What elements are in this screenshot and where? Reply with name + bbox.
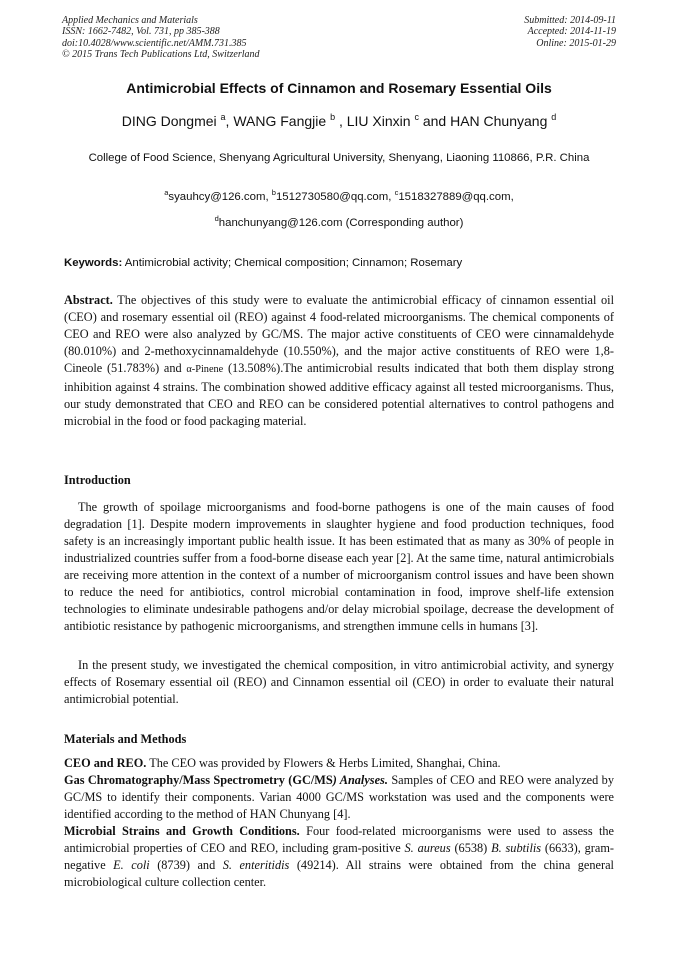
journal-copyright: © 2015 Trans Tech Publications Ltd, Switzerland — [62, 48, 260, 60]
methods-ceo-text: The CEO was provided by Flowers & Herbs Limited, Shanghai, China. — [146, 756, 501, 770]
keywords-text: Antimicrobial activity; Chemical composition; Cinnamon; Rosemary — [122, 257, 463, 269]
email-superscript: a — [164, 188, 169, 197]
methods-ceo-label: CEO and REO. — [64, 756, 147, 770]
methods-strains-text: (49214). All strains were obtained from the china general microbiological culture collection center. — [64, 857, 614, 889]
methods-strains-text: (6633), gram-negative — [64, 840, 614, 872]
abstract-label: Abstract. — [64, 293, 113, 307]
author-list — [0, 113, 678, 129]
species-name: E. coli — [113, 857, 150, 872]
abstract — [64, 292, 614, 430]
dates-header — [524, 15, 616, 49]
author-name: , WANG Fangjie — [225, 113, 327, 129]
methods-gcms-label — [64, 773, 388, 787]
keywords-label: Keywords: — [64, 257, 123, 269]
methods-section — [64, 755, 614, 891]
email-address: syauhcy@126.com, — [168, 191, 272, 203]
methods-strains-label: Microbial Strains and Growth Conditions. — [64, 823, 300, 838]
methods-ceo-paragraph — [64, 755, 614, 772]
author-superscript: b — [330, 112, 336, 122]
journal-header — [62, 15, 260, 60]
author-name: and HAN Chunyang — [418, 113, 548, 129]
methods-gcms-text: Samples of CEO and REO were analyzed by GC/MS to identify their components. Varian 4000 GC/MS workstation was used and the components were identified according to the method of HAN Chunyang [4]. — [64, 772, 614, 821]
online-date: Online: 2015-01-29 — [536, 37, 616, 49]
author-superscript: c — [414, 112, 419, 122]
email-superscript: c — [394, 188, 399, 197]
introduction-heading: Introduction — [64, 473, 131, 487]
species-name: B. subtilis — [491, 840, 542, 855]
email-address: hanchunyang@126.com (Corresponding author) — [218, 217, 464, 229]
paper-title: Antimicrobial Effects of Cinnamon and Rosemary Essential Oils — [126, 80, 552, 96]
keywords — [64, 257, 624, 269]
email-address: 1518327889@qq.com, — [398, 191, 514, 203]
methods-strains-text: (6538) — [450, 840, 492, 855]
abstract-pinene: α-Pinene — [186, 363, 224, 375]
abstract-text: (13.508%).The antimicrobial results indicated that both them display strong inhibition against 4 strains. The combination showed additive efficacy against all tested microorganisms. Thus, our study demonstrated that CEO and REO can be considered potential alternatives to control pathogens and microbial in the food or food packaging material. — [64, 360, 614, 428]
methods-strains-text: (8739) and — [149, 857, 223, 872]
affiliation: College of Food Science, Shenyang Agricultural University, Shenyang, Liaoning 110866, P.R. China — [88, 152, 590, 164]
methods-gcms-label-a: Gas Chromatography/Mass Spectrometry (GC/MS — [64, 772, 333, 787]
species-name: S. aureus — [404, 840, 451, 855]
methods-strains-paragraph — [64, 823, 614, 891]
methods-strains-text: Four food-related microorganisms were used to assess the antimicrobial properties of CEO and REO, including gram-positive — [64, 823, 615, 855]
journal-name: Applied Mechanics and Materials — [62, 15, 198, 26]
email-list — [0, 188, 678, 203]
methods-heading: Materials and Methods — [64, 732, 187, 746]
author-superscript: a — [220, 112, 226, 122]
accepted-date: Accepted: 2014-11-19 — [527, 26, 616, 38]
introduction-paragraph-1: The growth of spoilage microorganisms and food-borne pathogens is one of the main causes of food degradation [1]. Despite modern improvements in slaughter hygiene and food production techniques, food safety is an increasingly important public health issue. It has been estimated that as many as 30% of people in industrialized countries suffer from a food-borne disease each year [2]. At the same time, natural antimicrobials are receiving more attention in the context of a number of microorganism control issues and have been shown to reduce the need for antibiotics, control microbial contamination in food, improve shelf-life extension technologies to eliminate undesirable pathogens and/or delay microbial spoilage, decrease the development of antibiotic resistance by pathogenic microorganisms, and strengthen immune cells in humans [3]. — [64, 500, 614, 633]
abstract-text: The objectives of this study were to evaluate the antimicrobial efficacy of cinnamon essential oil (CEO) and rosemary essential oil (REO) against 4 food-related microorganisms. The chemical components of CEO and REO were also analyzed by GC/MS. The major active constituents of CEO were cinnamaldehyde (80.010%) and 2-methoxycinnamaldehyde (10.550%), and the major active constituents of REO were 1,8-Cineole (51.783%) and — [64, 293, 614, 375]
methods-gcms-paragraph — [64, 772, 614, 823]
introduction-paragraph-2: In the present study, we investigated the chemical composition, in vitro antimicrobial activity, and synergy effects of Rosemary essential oil (REO) and Cinnamon essential oil (CEO) in order to evaluate their natural antimicrobial potential. — [64, 658, 614, 706]
email-superscript: d — [214, 214, 219, 223]
journal-issn: ISSN: 1662-7482, Vol. 731, pp 385-388 — [62, 26, 220, 38]
species-name: S. enteritidis — [222, 857, 290, 872]
author-name: , LIU Xinxin — [335, 113, 411, 129]
methods-gcms-label-b: ) Analyses. — [332, 772, 388, 787]
corresponding-email — [0, 214, 678, 229]
email-superscript: b — [271, 188, 276, 197]
author-name: DING Dongmei — [121, 113, 217, 129]
journal-doi: doi:10.4028/www.scientific.net/AMM.731.385 — [62, 37, 247, 49]
email-address: 1512730580@qq.com, — [275, 191, 395, 203]
submitted-date: Submitted: 2014-09-11 — [524, 15, 616, 26]
author-superscript: d — [551, 112, 557, 122]
